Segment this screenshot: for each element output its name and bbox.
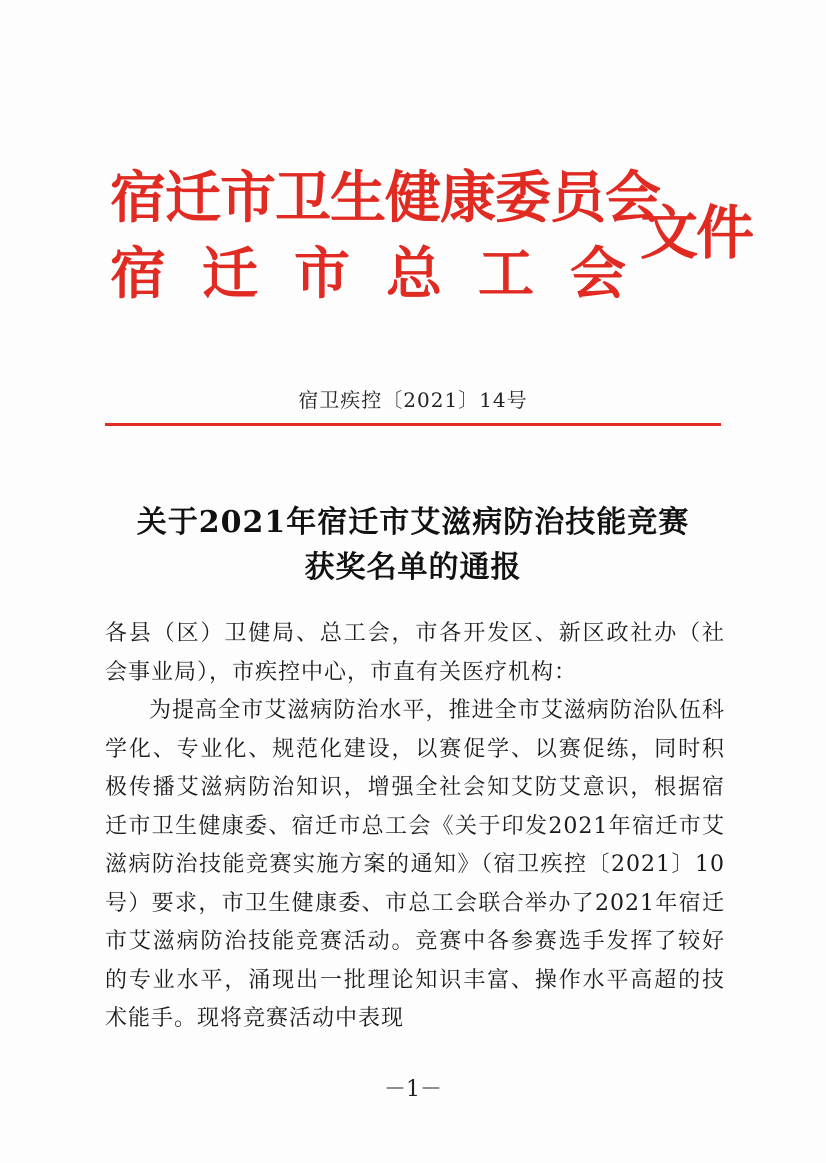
document-type-label: 文件 <box>640 199 753 267</box>
addressee-paragraph: 各县（区）卫健局、总工会，市各开发区、新区政社办（社会事业局），市疾控中心，市直有关医疗机构： <box>105 621 725 685</box>
red-divider-line <box>105 423 721 426</box>
org-name-health-commission: 宿迁市卫生健康委员会 <box>110 165 660 231</box>
document-number: 宿卫疾控〔2021〕14号 <box>298 388 528 412</box>
document-title <box>0 500 826 590</box>
title-line-1: 关于2021年宿迁市艾滋病防治技能竞赛 <box>136 505 690 540</box>
page-number: －1－ <box>384 1077 442 1102</box>
title-line-2: 获奖名单的通报 <box>304 550 522 585</box>
body-paragraph: 为提高全市艾滋病防治水平，推进全市艾滋病防治队伍科学化、专业化、规范化建设，以赛促学、以赛促练，同时积极传播艾滋病防治知识，增强全社会知艾防艾意识，根据宿迁市卫生健康委、宿迁市总工会《关于印发2021年宿迁市艾滋病防治技能竞赛实施方案的通知》（宿卫疾控〔2021〕10号）要求，市卫生健康委、市总工会联合举办了2021年宿迁市艾滋病防治技能竞赛活动。竞赛中各参赛选手发挥了较好的专业水平，涌现出一批理论知识丰富、操作水平高超的技术能手。现将竞赛活动中表现 <box>105 698 725 1031</box>
document-body <box>105 615 725 1039</box>
issuing-organizations <box>110 160 662 312</box>
org-name-trade-union: 宿迁市总工会 <box>110 241 662 307</box>
